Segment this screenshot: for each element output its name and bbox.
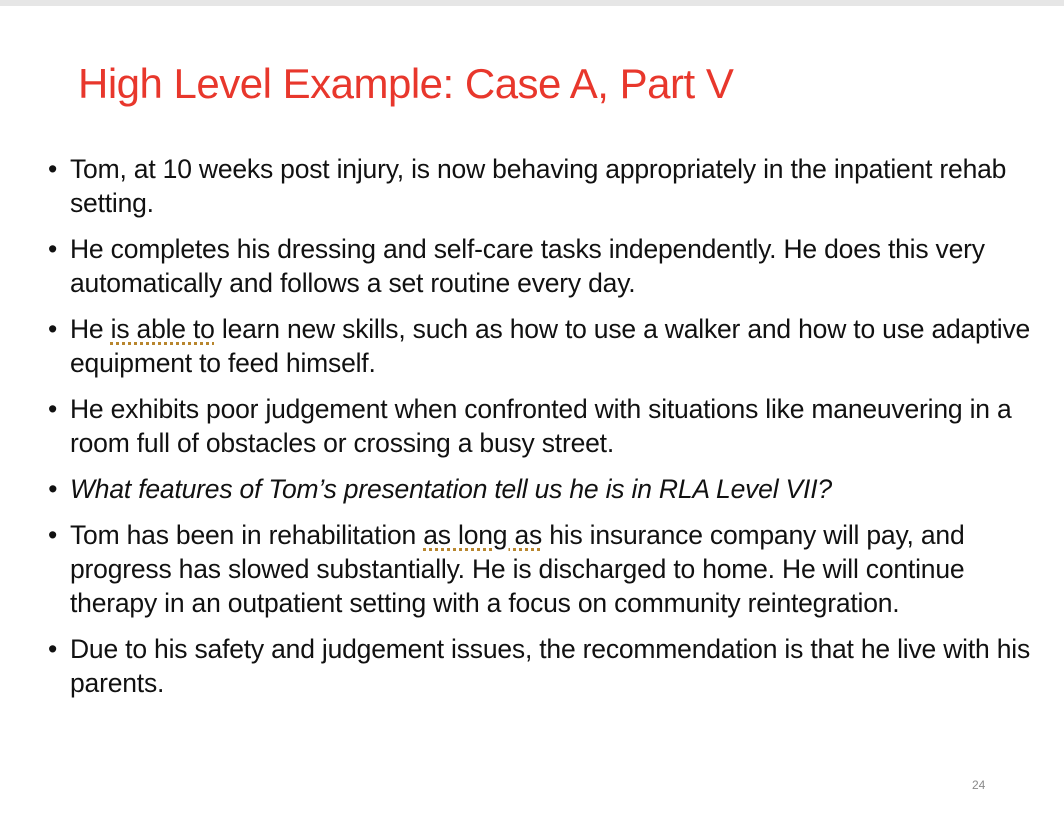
bullet-text-after: his insurance company will pay, and progress has slowed substantially. He is discharged to home. He will continue therapy in an outpatient setting with a focus on community reintegration.: [70, 520, 965, 618]
bullet-text-before: He: [70, 314, 111, 344]
grammar-underlined-phrase[interactable]: is able to: [110, 314, 215, 344]
bullet-text: Tom, at 10 weeks post injury, is now behaving appropriately in the inpatient rehab setting.: [70, 154, 1007, 218]
bullet-text: He completes his dressing and self-care tasks independently. He does this very automatically and follows a set routine every day.: [70, 234, 985, 298]
bullet-item: [48, 392, 1038, 460]
bullet-item-question: [48, 472, 1038, 506]
bullet-item: [48, 152, 1038, 220]
bullet-dot: •: [48, 154, 58, 184]
bullet-item: [48, 312, 1038, 380]
bullet-item: [48, 518, 1038, 620]
bullet-dot: •: [48, 314, 58, 344]
bullet-text: What features of Tom’s presentation tell us he is in RLA Level VII?: [70, 474, 832, 504]
bullet-text-after: learn new skills, such as how to use a walker and how to use adaptive equipment to feed himself.: [70, 314, 1031, 378]
bullet-dot: •: [48, 394, 58, 424]
bullet-dot: •: [48, 634, 58, 664]
bullet-text-before: Tom has been in rehabilitation: [70, 520, 424, 550]
bullet-text: He exhibits poor judgement when confronted with situations like maneuvering in a room full of obstacles or crossing a busy street.: [70, 394, 1012, 458]
bullet-list: [48, 152, 1038, 712]
bullet-item: [48, 632, 1038, 700]
bullet-item: [48, 232, 1038, 300]
grammar-underlined-phrase[interactable]: as long as: [423, 520, 543, 550]
bullet-dot: •: [48, 520, 58, 550]
bullet-text: Due to his safety and judgement issues, the recommendation is that he live with his parents.: [70, 634, 1031, 698]
page-number: 24: [972, 778, 986, 792]
bullet-dot: •: [48, 234, 58, 264]
bullet-text: [70, 520, 964, 618]
bullet-dot: •: [48, 474, 58, 504]
slide-title: High Level Example: Case A, Part V: [78, 60, 734, 107]
bullet-text: [70, 314, 1030, 378]
